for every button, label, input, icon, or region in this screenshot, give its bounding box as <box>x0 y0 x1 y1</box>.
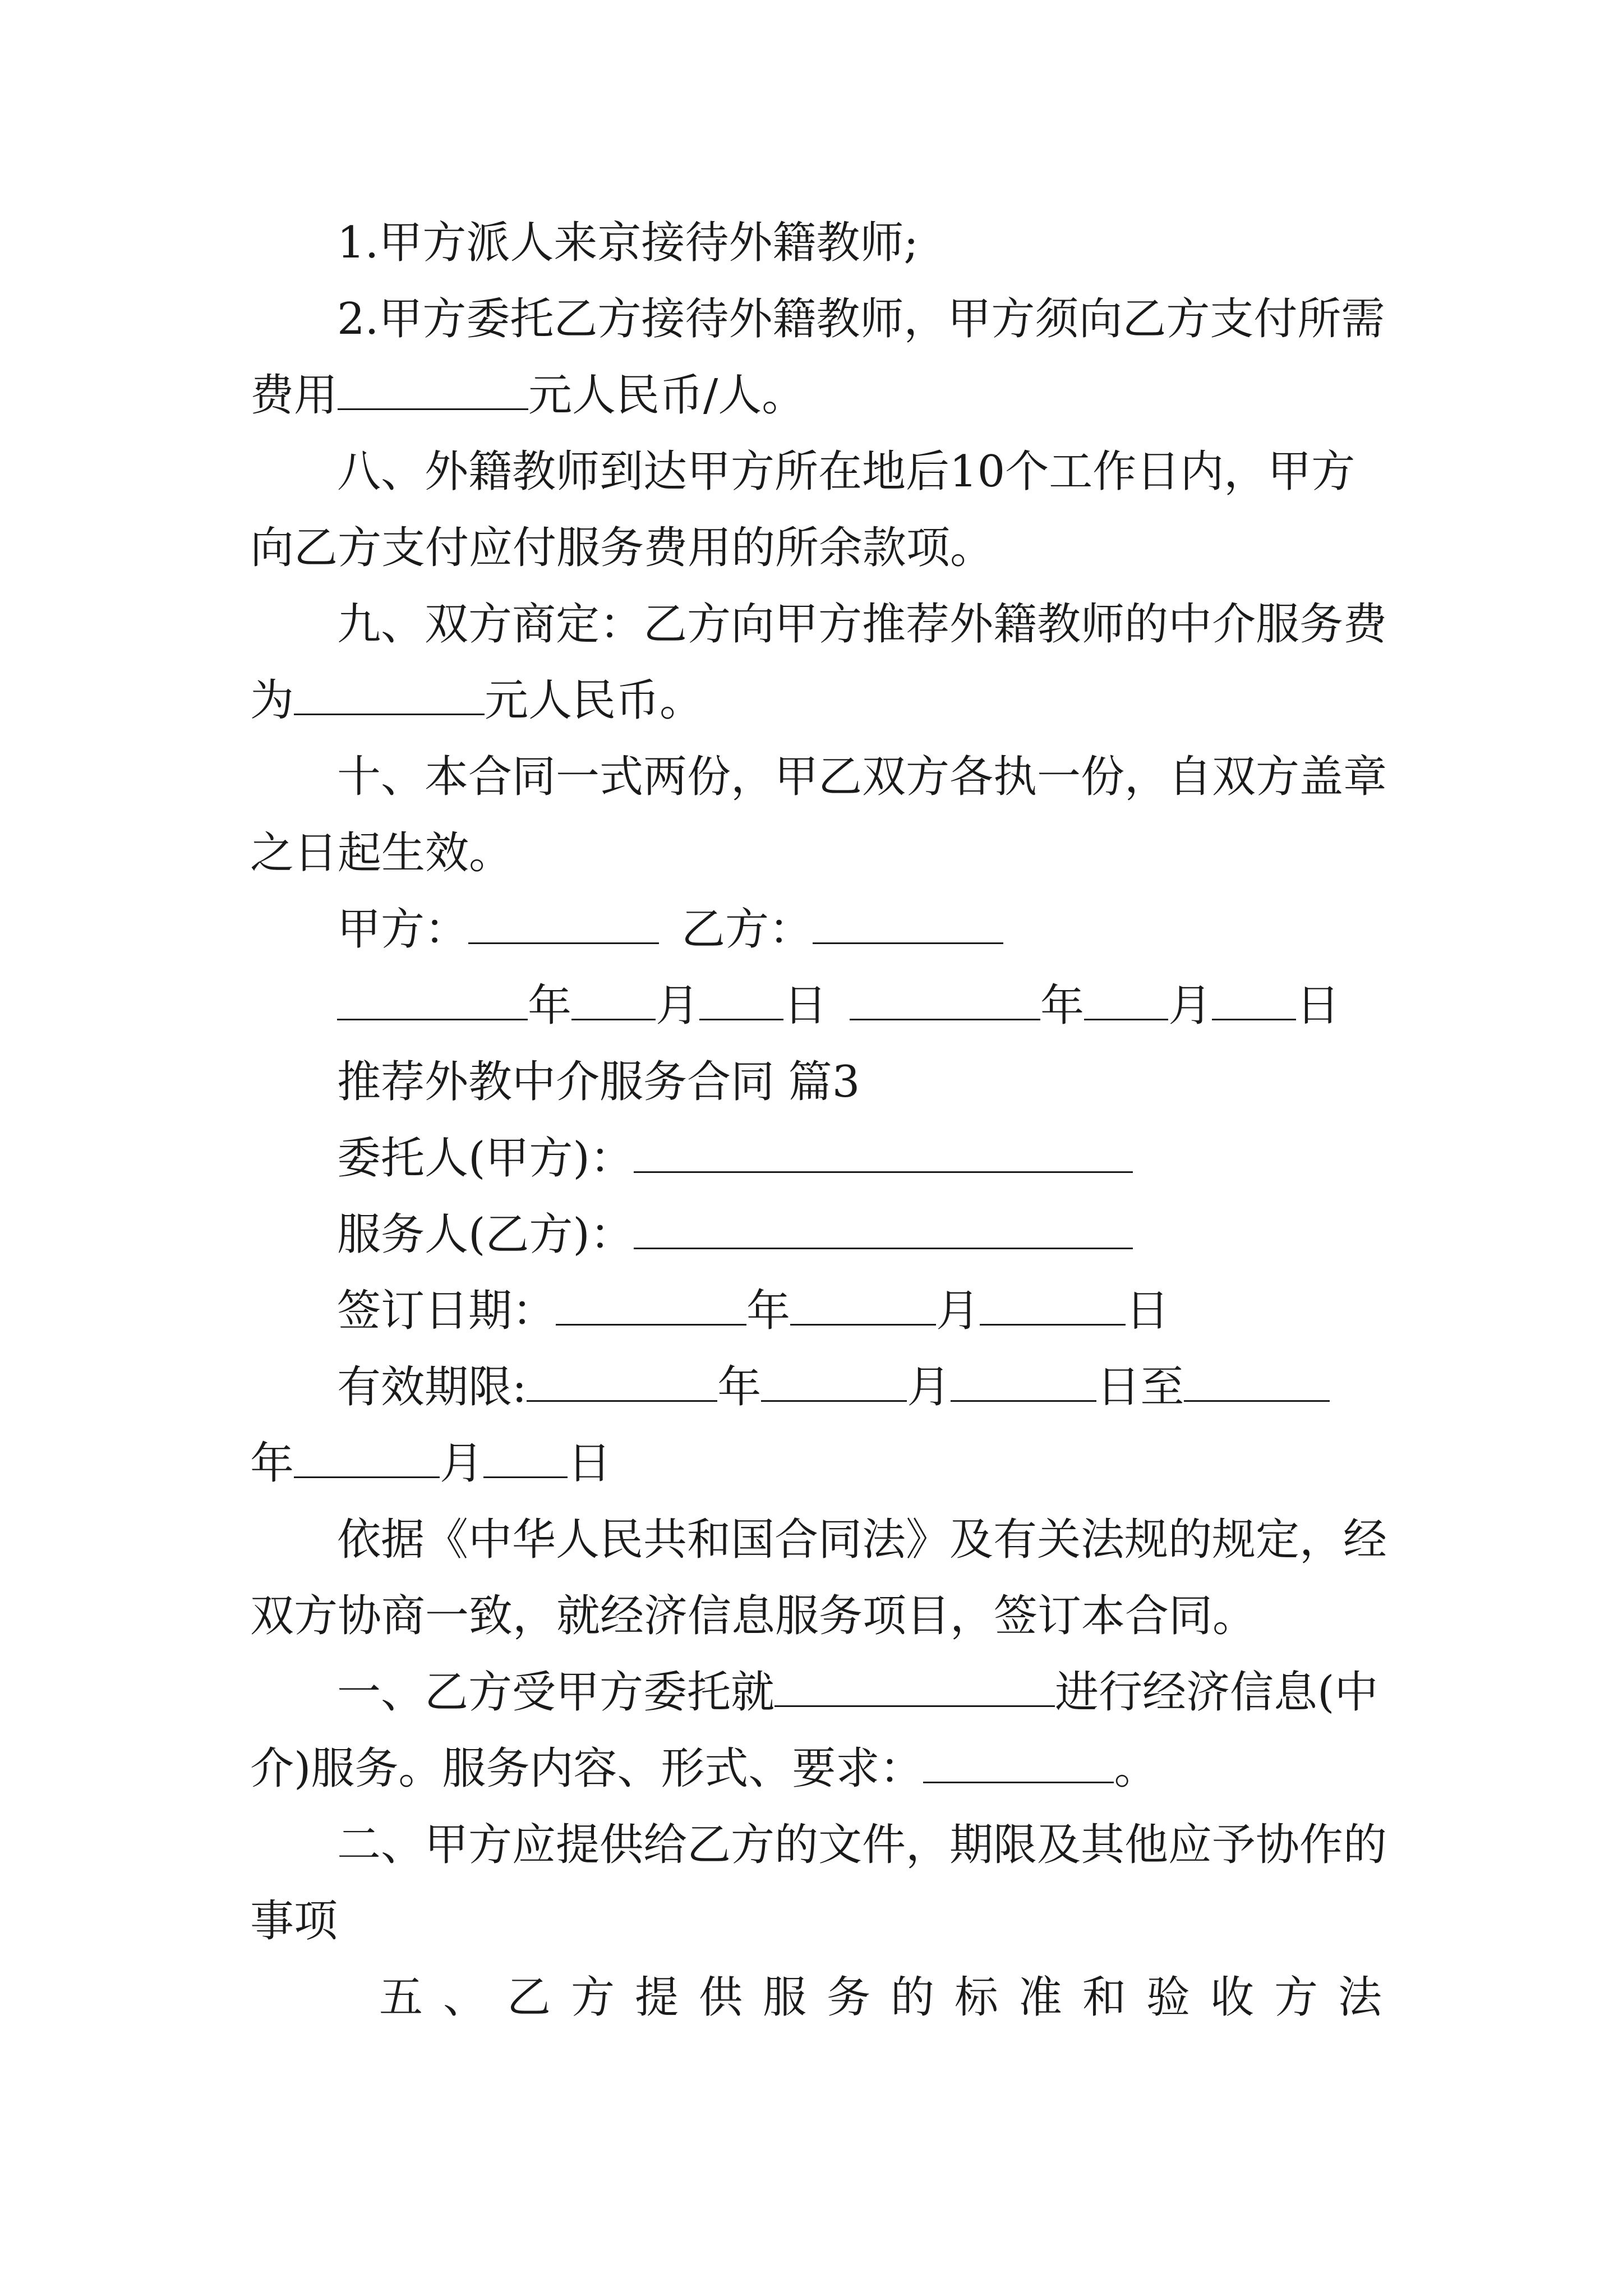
text-line: 一、乙方受甲方委托就 进行经济信息(中 <box>337 1667 1378 1718</box>
year-blank[interactable] <box>337 979 528 1020</box>
text-line: 有效期限: 年 月 日至 <box>250 1349 1386 1425</box>
text-line: 为 元人民币。 <box>250 675 704 726</box>
document-page <box>250 205 1403 2036</box>
day-blank[interactable] <box>1212 979 1296 1020</box>
month-blank[interactable] <box>294 1437 440 1478</box>
text-line: 之日起生效。 <box>250 828 513 878</box>
client-blank[interactable] <box>634 1132 1133 1173</box>
text-line: 九、双方商定：乙方向甲方推荐外籍教师的中介服务费 <box>337 599 1387 650</box>
text-line: 年 月 日 <box>250 1438 612 1489</box>
month-blank[interactable] <box>1084 979 1168 1020</box>
fill-blank[interactable] <box>294 674 485 715</box>
text-line: 介)服务。服务内容、形式、要求： 。 <box>250 1743 1158 1794</box>
signature-line: 甲方： 乙方： <box>250 891 1386 968</box>
fill-blank[interactable] <box>774 1666 1055 1707</box>
day-blank[interactable] <box>951 1361 1096 1402</box>
end-year-blank[interactable] <box>1184 1361 1330 1402</box>
text-line: 委托人(甲方)： <box>250 1120 1386 1197</box>
text-line: 十、本合同一式两份，甲乙双方各执一份，自双方盖章 <box>337 752 1387 802</box>
fill-blank[interactable] <box>338 369 528 410</box>
text-line: 五、乙方提供服务的标准和验收方法 <box>379 1972 1403 2023</box>
fill-blank[interactable] <box>923 1742 1114 1783</box>
text-line: 二、甲方应提供给乙方的文件，期限及其他应予协作的 <box>337 1820 1387 1870</box>
year-blank[interactable] <box>850 979 1040 1020</box>
provider-blank[interactable] <box>634 1208 1133 1249</box>
month-blank[interactable] <box>790 1285 936 1326</box>
text-line: 双方协商一致，就经济信息服务项目，签订本合同。 <box>250 1591 1257 1641</box>
party-b-blank[interactable] <box>813 903 1003 944</box>
day-blank[interactable] <box>699 979 783 1020</box>
month-blank[interactable] <box>761 1361 907 1402</box>
day-blank[interactable] <box>980 1285 1126 1326</box>
month-blank[interactable] <box>571 979 656 1020</box>
text-line: 向乙方支付应付服务费用的所余款项。 <box>250 523 994 573</box>
year-blank[interactable] <box>527 1361 717 1402</box>
text-line: 事项 <box>250 1896 338 1947</box>
text-line: 依据《中华人民共和国合同法》及有关法规的规定，经 <box>337 1515 1387 1565</box>
year-blank[interactable] <box>556 1285 746 1326</box>
day-blank[interactable] <box>483 1437 568 1478</box>
party-a-blank[interactable] <box>468 903 659 944</box>
text-line: 八、外籍教师到达甲方所在地后10个工作日内，甲方 <box>337 447 1355 497</box>
text-line: 签订日期： 年 月 日 <box>337 1286 1170 1336</box>
text-line: 费用 元人民币/人。 <box>250 370 806 421</box>
section-title: 推荐外教中介服务合同 篇3 <box>337 1057 860 1107</box>
text-line: 2.甲方委托乙方接待外籍教师，甲方须向乙方支付所需 <box>337 294 1385 344</box>
text-line: 1.甲方派人来京接待外籍教师; <box>337 218 919 268</box>
text-line: 服务人(乙方)： <box>250 1197 1386 1273</box>
date-line: 年 月 日 年 月 日 <box>250 968 1386 1044</box>
